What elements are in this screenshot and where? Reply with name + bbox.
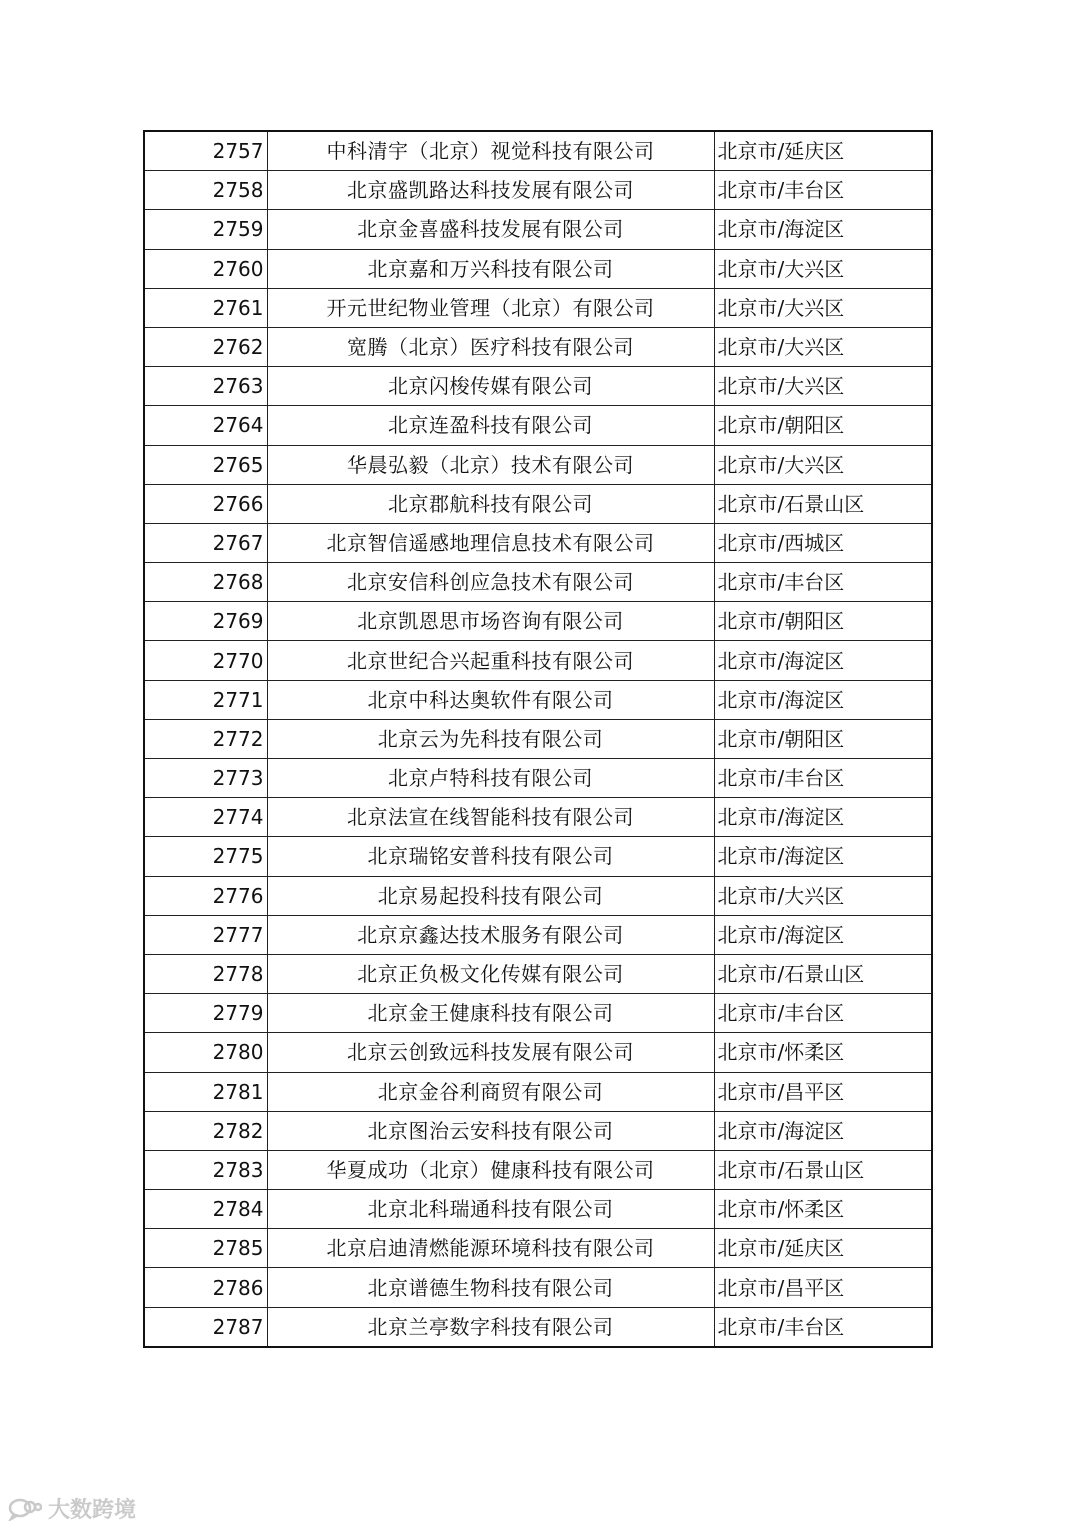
table-row [144, 1307, 932, 1347]
company-location: 北京市/昌平区 [714, 1072, 932, 1111]
company-location: 北京市/朝阳区 [714, 719, 932, 758]
table-row [144, 1033, 932, 1072]
table-row [144, 798, 932, 837]
speech-bubble-logo-icon [8, 1497, 42, 1521]
company-name: 北京谱德生物科技有限公司 [267, 1268, 714, 1307]
table-row [144, 563, 932, 602]
company-name: 北京郡航科技有限公司 [267, 484, 714, 523]
table-row [144, 131, 932, 171]
table-row [144, 954, 932, 993]
table-row [144, 1268, 932, 1307]
row-number: 2780 [144, 1033, 267, 1072]
company-location: 北京市/昌平区 [714, 1268, 932, 1307]
row-number: 2765 [144, 445, 267, 484]
company-name: 宽腾（北京）医疗科技有限公司 [267, 327, 714, 366]
table-row [144, 327, 932, 366]
table-row [144, 406, 932, 445]
company-name: 北京智信遥感地理信息技术有限公司 [267, 523, 714, 562]
company-name: 北京金谷利商贸有限公司 [267, 1072, 714, 1111]
company-name: 中科清宇（北京）视觉科技有限公司 [267, 131, 714, 171]
row-number: 2776 [144, 876, 267, 915]
company-location: 北京市/海淀区 [714, 837, 932, 876]
table-row [144, 680, 932, 719]
company-location: 北京市/海淀区 [714, 680, 932, 719]
row-number: 2758 [144, 171, 267, 210]
company-location: 北京市/大兴区 [714, 367, 932, 406]
company-name: 北京卢特科技有限公司 [267, 759, 714, 798]
row-number: 2774 [144, 798, 267, 837]
company-name: 北京金王健康科技有限公司 [267, 994, 714, 1033]
company-location: 北京市/大兴区 [714, 445, 932, 484]
table-row [144, 1072, 932, 1111]
row-number: 2787 [144, 1307, 267, 1347]
table-row [144, 876, 932, 915]
company-location: 北京市/延庆区 [714, 131, 932, 171]
table-row [144, 288, 932, 327]
row-number: 2768 [144, 563, 267, 602]
company-name: 北京中科达奥软件有限公司 [267, 680, 714, 719]
company-location: 北京市/海淀区 [714, 915, 932, 954]
row-number: 2770 [144, 641, 267, 680]
row-number: 2777 [144, 915, 267, 954]
table-row [144, 523, 932, 562]
company-location: 北京市/丰台区 [714, 1307, 932, 1347]
company-name: 北京图治云安科技有限公司 [267, 1111, 714, 1150]
row-number: 2783 [144, 1150, 267, 1189]
company-name: 华夏成功（北京）健康科技有限公司 [267, 1150, 714, 1189]
company-table [143, 130, 933, 1348]
row-number: 2784 [144, 1190, 267, 1229]
table-row [144, 1229, 932, 1268]
row-number: 2762 [144, 327, 267, 366]
company-location: 北京市/怀柔区 [714, 1190, 932, 1229]
company-location: 北京市/海淀区 [714, 210, 932, 249]
watermark-text: 大数跨境 [48, 1498, 137, 1523]
company-location: 北京市/大兴区 [714, 288, 932, 327]
company-location: 北京市/朝阳区 [714, 406, 932, 445]
table-row [144, 641, 932, 680]
row-number: 2781 [144, 1072, 267, 1111]
company-name: 北京瑞铭安普科技有限公司 [267, 837, 714, 876]
company-name: 北京凯恩思市场咨询有限公司 [267, 602, 714, 641]
company-location: 北京市/海淀区 [714, 798, 932, 837]
company-name: 北京京鑫达技术服务有限公司 [267, 915, 714, 954]
company-location: 北京市/西城区 [714, 523, 932, 562]
company-name: 北京易起投科技有限公司 [267, 876, 714, 915]
row-number: 2785 [144, 1229, 267, 1268]
company-location: 北京市/大兴区 [714, 327, 932, 366]
company-location: 北京市/丰台区 [714, 171, 932, 210]
row-number: 2778 [144, 954, 267, 993]
row-number: 2786 [144, 1268, 267, 1307]
company-location: 北京市/朝阳区 [714, 602, 932, 641]
row-number: 2757 [144, 131, 267, 171]
company-name: 北京法宣在线智能科技有限公司 [267, 798, 714, 837]
company-location: 北京市/石景山区 [714, 954, 932, 993]
row-number: 2764 [144, 406, 267, 445]
table-row [144, 1190, 932, 1229]
table-row [144, 1150, 932, 1189]
company-location: 北京市/延庆区 [714, 1229, 932, 1268]
company-name: 北京启迪清燃能源环境科技有限公司 [267, 1229, 714, 1268]
table-row [144, 445, 932, 484]
row-number: 2773 [144, 759, 267, 798]
company-name: 北京兰亭数字科技有限公司 [267, 1307, 714, 1347]
table-row [144, 915, 932, 954]
company-location: 北京市/怀柔区 [714, 1033, 932, 1072]
company-location: 北京市/丰台区 [714, 994, 932, 1033]
company-name: 北京金喜盛科技发展有限公司 [267, 210, 714, 249]
company-name: 北京世纪合兴起重科技有限公司 [267, 641, 714, 680]
table-row [144, 1111, 932, 1150]
company-location: 北京市/石景山区 [714, 484, 932, 523]
row-number: 2772 [144, 719, 267, 758]
company-name: 北京盛凯路达科技发展有限公司 [267, 171, 714, 210]
company-name: 北京安信科创应急技术有限公司 [267, 563, 714, 602]
row-number: 2771 [144, 680, 267, 719]
company-name: 华晨弘毅（北京）技术有限公司 [267, 445, 714, 484]
company-location: 北京市/海淀区 [714, 641, 932, 680]
row-number: 2767 [144, 523, 267, 562]
row-number: 2761 [144, 288, 267, 327]
company-name: 北京云创致远科技发展有限公司 [267, 1033, 714, 1072]
row-number: 2779 [144, 994, 267, 1033]
company-location: 北京市/大兴区 [714, 249, 932, 288]
company-location: 北京市/丰台区 [714, 563, 932, 602]
table-row [144, 719, 932, 758]
company-name: 北京云为先科技有限公司 [267, 719, 714, 758]
table-row [144, 249, 932, 288]
row-number: 2775 [144, 837, 267, 876]
company-name: 开元世纪物业管理（北京）有限公司 [267, 288, 714, 327]
table-row [144, 367, 932, 406]
table-row [144, 837, 932, 876]
row-number: 2769 [144, 602, 267, 641]
company-name: 北京北科瑞通科技有限公司 [267, 1190, 714, 1229]
table-row [144, 171, 932, 210]
company-location: 北京市/大兴区 [714, 876, 932, 915]
table-row [144, 484, 932, 523]
table-row [144, 759, 932, 798]
row-number: 2759 [144, 210, 267, 249]
company-name: 北京嘉和万兴科技有限公司 [267, 249, 714, 288]
company-location: 北京市/海淀区 [714, 1111, 932, 1150]
table-body [144, 131, 932, 1347]
table-row [144, 210, 932, 249]
row-number: 2763 [144, 367, 267, 406]
table-row [144, 602, 932, 641]
company-location: 北京市/石景山区 [714, 1150, 932, 1189]
row-number: 2766 [144, 484, 267, 523]
company-name: 北京连盈科技有限公司 [267, 406, 714, 445]
table-row [144, 994, 932, 1033]
row-number: 2760 [144, 249, 267, 288]
company-location: 北京市/丰台区 [714, 759, 932, 798]
watermark [8, 1493, 136, 1524]
company-name: 北京闪梭传媒有限公司 [267, 367, 714, 406]
row-number: 2782 [144, 1111, 267, 1150]
company-name: 北京正负极文化传媒有限公司 [267, 954, 714, 993]
